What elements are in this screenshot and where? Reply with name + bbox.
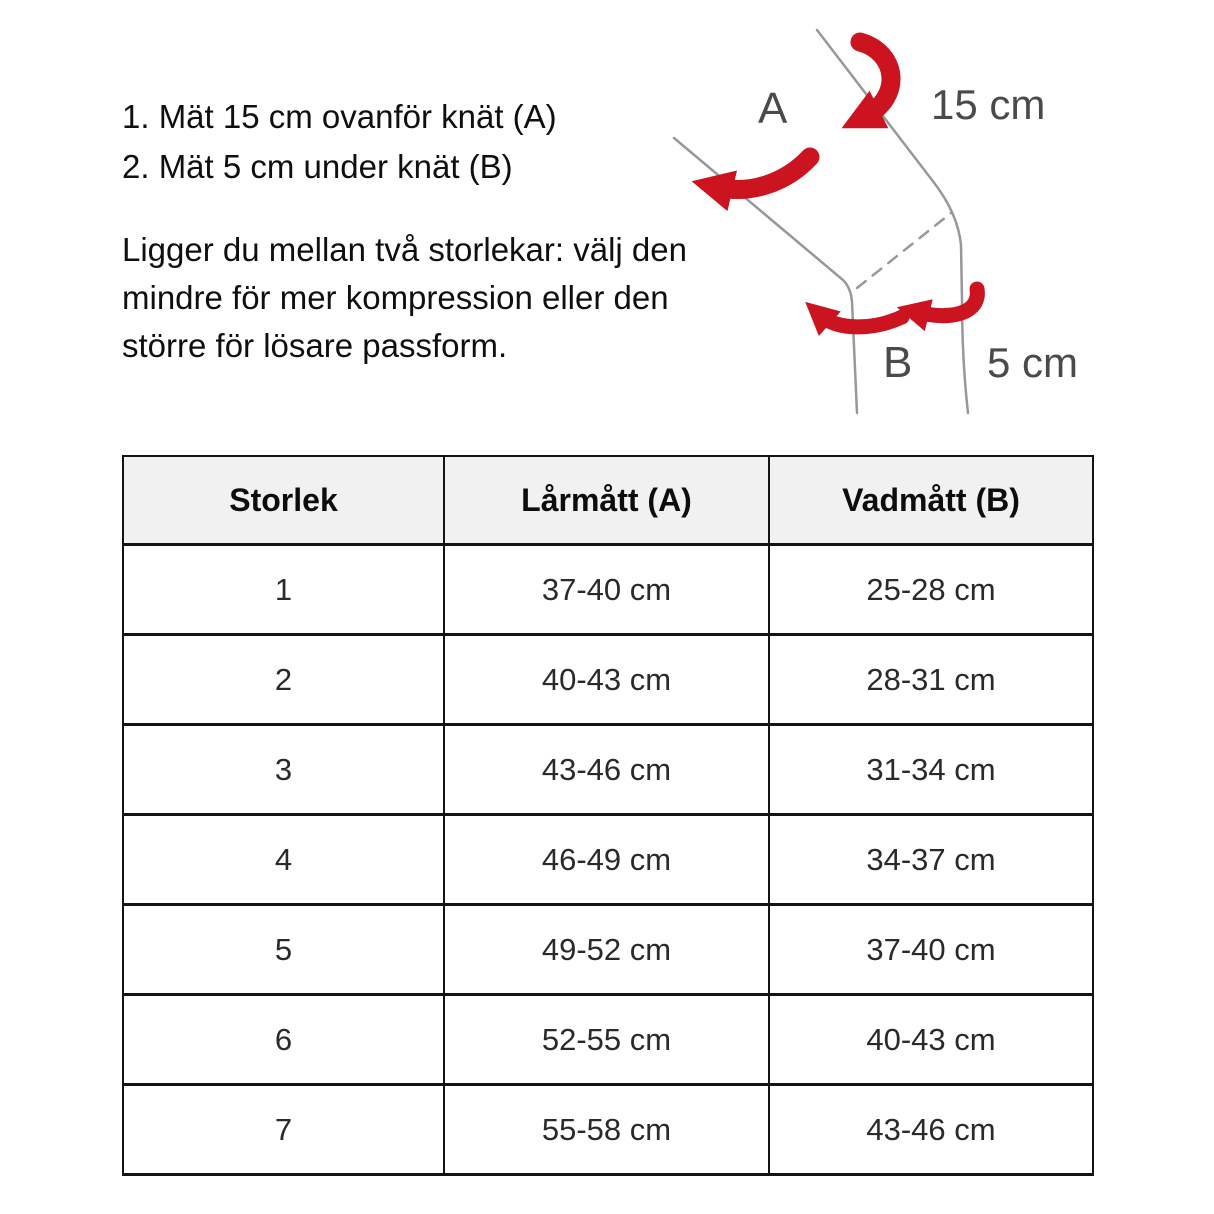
calf-measure-cell: 40-43 cm — [769, 995, 1093, 1085]
thigh-measure-cell: 43-46 cm — [444, 725, 769, 815]
calf-measure-cell: 28-31 cm — [769, 635, 1093, 725]
calf-measure-cell: 37-40 cm — [769, 905, 1093, 995]
size-cell: 3 — [123, 725, 444, 815]
leg-outline — [674, 30, 968, 413]
size-cell: 4 — [123, 815, 444, 905]
calf-measure-cell: 31-34 cm — [769, 725, 1093, 815]
thigh-measure-cell: 40-43 cm — [444, 635, 769, 725]
measuring-instructions — [122, 92, 687, 370]
table-row — [123, 545, 1093, 635]
size-table — [122, 455, 1094, 1176]
size-cell: 2 — [123, 635, 444, 725]
table-row — [123, 1085, 1093, 1175]
diagram-value-b: 5 cm — [987, 339, 1079, 386]
sizing-note — [122, 226, 687, 370]
measure-arrow-a-lower — [716, 157, 810, 189]
table-row — [123, 995, 1093, 1085]
size-cell: 5 — [123, 905, 444, 995]
thigh-measure-cell: 49-52 cm — [444, 905, 769, 995]
size-table-header-row — [123, 456, 1093, 545]
size-cell: 7 — [123, 1085, 444, 1175]
knee-measurement-diagram — [650, 0, 1120, 445]
header-storlek: Storlek — [123, 456, 444, 545]
measure-arrow-a-upper — [860, 42, 891, 117]
sizing-note-line-2: mindre för mer kompression eller den — [122, 279, 669, 316]
instruction-step-1: 1. Mät 15 cm ovanför knät (A) — [122, 98, 557, 135]
sizing-note-line-1: Ligger du mellan två storlekar: välj den — [122, 231, 687, 268]
diagram-label-a: A — [758, 84, 788, 133]
table-row — [123, 635, 1093, 725]
instruction-step-2: 2. Mät 5 cm under knät (B) — [122, 148, 513, 185]
calf-measure-cell: 43-46 cm — [769, 1085, 1093, 1175]
thigh-measure-cell: 37-40 cm — [444, 545, 769, 635]
thigh-measure-cell: 46-49 cm — [444, 815, 769, 905]
table-row — [123, 725, 1093, 815]
diagram-value-a: 15 cm — [931, 81, 1046, 128]
thigh-measure-cell: 55-58 cm — [444, 1085, 769, 1175]
diagram-label-b: B — [883, 338, 913, 387]
calf-measure-cell: 34-37 cm — [769, 815, 1093, 905]
sizing-note-line-3: större för lösare passform. — [122, 327, 508, 364]
table-row — [123, 815, 1093, 905]
calf-measure-cell: 25-28 cm — [769, 545, 1093, 635]
measure-arrow-b-left — [820, 315, 902, 327]
knee-crease-dashed-line — [857, 213, 951, 288]
header-vadmatt: Vadmått (B) — [769, 456, 1093, 545]
size-cell: 1 — [123, 545, 444, 635]
table-row — [123, 905, 1093, 995]
thigh-measure-cell: 52-55 cm — [444, 995, 769, 1085]
size-cell: 6 — [123, 995, 444, 1085]
header-larmatt: Lårmått (A) — [444, 456, 769, 545]
measure-arrow-b-right — [916, 289, 977, 316]
